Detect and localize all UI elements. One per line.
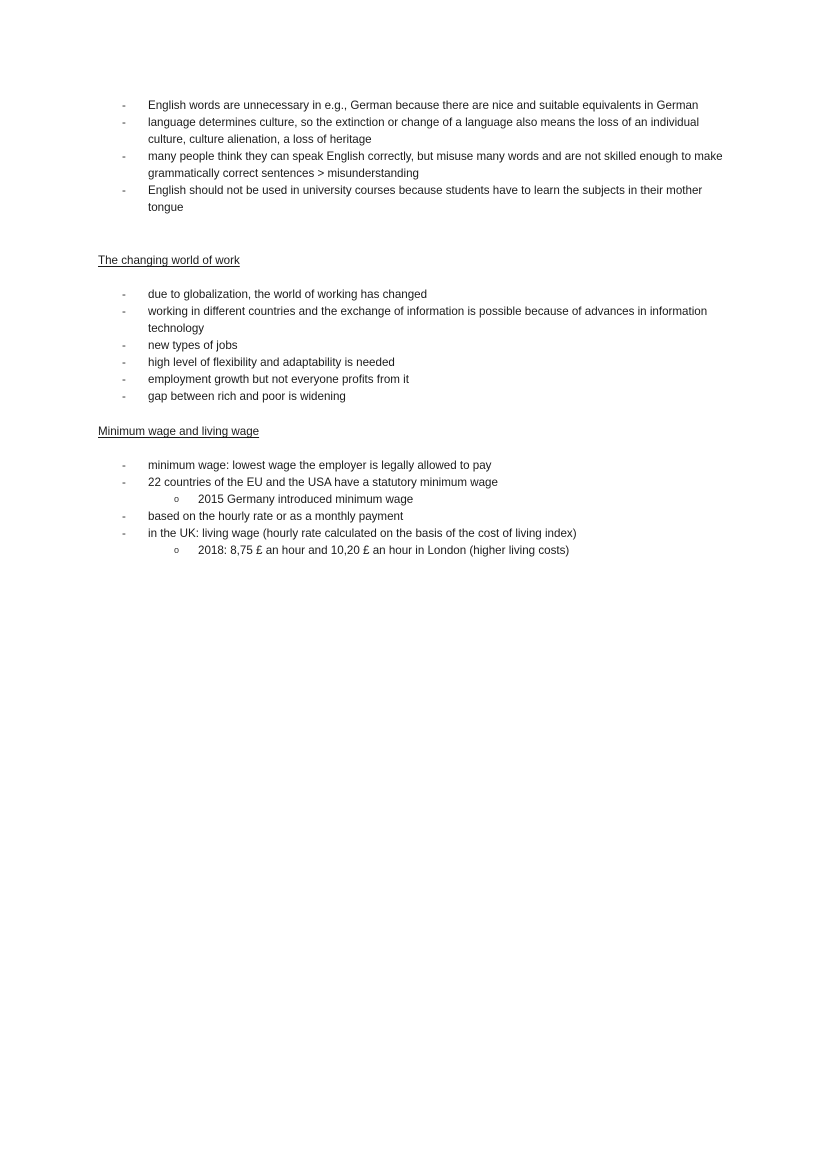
- dash-bullet-icon: -: [122, 356, 126, 369]
- intro-list: [98, 97, 738, 216]
- list-item-text: language determines culture, so the extinction or change of a language also means the loss of an individual culture, culture alienation, a loss of heritage: [148, 116, 700, 146]
- sub-list-item-text: 2015 Germany introduced minimum wage: [198, 493, 414, 506]
- list-item: [98, 371, 738, 388]
- dash-bullet-icon: -: [122, 116, 126, 129]
- work-list: [98, 286, 738, 405]
- dash-bullet-icon: -: [122, 339, 126, 352]
- sub-list-item: [98, 542, 738, 559]
- dash-bullet-icon: -: [122, 459, 126, 472]
- list-item-text: gap between rich and poor is widening: [148, 390, 346, 403]
- circle-bullet-icon: o: [174, 545, 180, 555]
- wage-list: [98, 457, 738, 559]
- sub-list-item: [98, 491, 738, 508]
- list-item-text: due to globalization, the world of working has changed: [148, 288, 428, 301]
- dash-bullet-icon: -: [122, 288, 126, 301]
- dash-bullet-icon: -: [122, 476, 126, 489]
- list-item: [98, 97, 738, 114]
- intro-list-block: [98, 97, 738, 216]
- wage-list-block: [98, 457, 738, 559]
- list-item-text: many people think they can speak English correctly, but misuse many words and are not skilled enough to make grammatically correct sentences > misunderstanding: [148, 150, 723, 180]
- section-heading-work: The changing world of work: [98, 254, 240, 267]
- dash-bullet-icon: -: [122, 390, 126, 403]
- list-item-text: new types of jobs: [148, 339, 238, 352]
- work-list-block: [98, 286, 738, 405]
- sub-list-item-text: 2018: 8,75 £ an hour and 10,20 £ an hour in London (higher living costs): [198, 544, 570, 557]
- list-item: [98, 303, 738, 337]
- list-item: [98, 354, 738, 371]
- list-item: [98, 474, 738, 491]
- list-item: [98, 114, 738, 148]
- list-item: [98, 388, 738, 405]
- dash-bullet-icon: -: [122, 373, 126, 386]
- list-item: [98, 182, 738, 216]
- list-item-text: minimum wage: lowest wage the employer is legally allowed to pay: [148, 459, 492, 472]
- dash-bullet-icon: -: [122, 510, 126, 523]
- dash-bullet-icon: -: [122, 99, 126, 112]
- dash-bullet-icon: -: [122, 527, 126, 540]
- list-item-text: English should not be used in university courses because students have to learn the subjects in their mother tongue: [148, 184, 703, 214]
- list-item: [98, 337, 738, 354]
- list-item-text: high level of flexibility and adaptability is needed: [148, 356, 395, 369]
- list-item-text: working in different countries and the exchange of information is possible because of advances in information technology: [148, 305, 708, 335]
- section-heading-wage: Minimum wage and living wage: [98, 425, 260, 438]
- list-item-text: 22 countries of the EU and the USA have a statutory minimum wage: [148, 476, 498, 489]
- list-item-text: English words are unnecessary in e.g., German because there are nice and suitable equivalents in German: [148, 99, 699, 112]
- dash-bullet-icon: -: [122, 184, 126, 197]
- list-item: [98, 148, 738, 182]
- dash-bullet-icon: -: [122, 305, 126, 318]
- list-item-text: based on the hourly rate or as a monthly payment: [148, 510, 404, 523]
- list-item: [98, 525, 738, 542]
- list-item-text: in the UK: living wage (hourly rate calculated on the basis of the cost of living index): [148, 527, 577, 540]
- list-item-text: employment growth but not everyone profits from it: [148, 373, 409, 386]
- list-item: [98, 286, 738, 303]
- circle-bullet-icon: o: [174, 494, 180, 504]
- list-item: [98, 508, 738, 525]
- dash-bullet-icon: -: [122, 150, 126, 163]
- list-item: [98, 457, 738, 474]
